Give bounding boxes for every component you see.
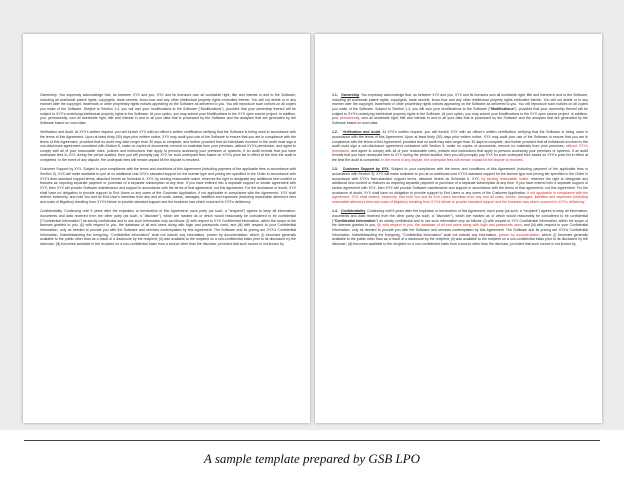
paragraph-confidentiality: Confidentiality. Continuing until 5 years after the expiration or termination of this Agreement, each party (as such, a "recipient") agrees to keep all information, documents and data received from the other party (as such, a "discloser"), which are marked as or which would reasonably be considered to be confidential ("Confidential Information") as strictly confidential and to use such information only as follows: (i) with respect to XYX Confidential Information, within the scope of the licenses granted to you, (ii) with respect to you, the database of all end users along with login and passwords used, and (iii) with respect to your Confidential Information, only as needed to provide you with the Software and services contemplated by this Agreement. The Software and its pricing are XYX's Confidential Information. Notwithstanding the foregoing, "Confidential Information" shall not include any information, proven by documentation, which: (i) becomes generally available to the public other than as a result of a disclosure by the recipient; (ii) was available to the recipient on a non-confidential basis prior to its disclosure by the discloser; (iii) becomes available to the recipient on a non-confidential basis from a source other than the discloser, provided that such source is not known by [40, 209, 296, 246]
revision-highlight: proven by documentation [498, 232, 540, 237]
paragraph-customer-support: Customer Support by XYX. Subject to your compliance with the terms and conditions of this Agreement (including payment of the applicable fees in accordance with Section 3), XYX will make available to you at no additional cost XYX's standard support for the license type and pricing tier specified in the Order in accordance with XYX's then-standard support terms, attached hereto as Schedule A. XYX, by serving reasonable notice, reserves the right to designate any additional new content or features as requiring separate payment or purchase of a separate subscription at any time. If you have entered into a separate support or similar agreement with XYX, then XYX will provide Software maintenance and support in accordance with the terms of that agreement, not this Agreement. For the avoidance of doubt, XYX shall have no obligation to provide support to End Users or any users of the Customer Application, if not applicable in compliance with the Agreement. XYX shall defend, indemnify, and hold You and its End User's harmless from any and all costs, losses, damages, liabilities and expenses (including reasonable attorney's fees and costs of litigation) resulting from XYX's failure to provide standard support and the business loss which occurred to XYX's deficiency. [40, 167, 296, 204]
section-heading: Confidentiality [340, 209, 366, 214]
section-number: 1.1. [332, 93, 341, 97]
revision-highlight: (ii) with respect to you, the database of all end users along with login and passwords used [377, 223, 522, 228]
page-body [40, 93, 296, 251]
clause-text: , and (iii) with respect to your Confidential Information, only as needed to provide you with the Software and services contemplated by this Agreement. The Software and its pricing are XYX's Confidential Information. Notwithstanding the foregoing, "Confidential Information" shall not include any information, [332, 223, 589, 237]
clause-text: ) as strictly confidential and to use such information only as follows: (i) with respect to XYX Confidential Information, within the scope of the licenses granted to you, [332, 218, 588, 228]
revision-highlight: if not applicable in compliance with the Agreement. XYX shall defend, indemnify, and hold You and its End Users harmless from any and all costs, losses, damages, liabilities and expenses (including reasonable attorney's fees and costs of litigation) resulting from XYX's failure to provide standard support and the business loss which occurred to XYX's deficiency. [332, 190, 589, 204]
marked-up-contract-page [315, 34, 602, 423]
clause-text: , and agree to comply with all of your reasonable rules, policies and instructions that apply to persons accessing your premises or systems. If an audit reveals that you have underpaid fees to XYX during the period audited, then you will promptly pay XYX for such underpaid fees based on XYX's price list in effect at the time the audit is completed. [332, 148, 588, 163]
paragraph-verification-audit: Verification and Audit. At XYX's written request, you will furnish XYX with an officer's written certification verifying that the Software is being used in accordance with the terms of this Agreement. Upon at least thirty (30) days prior written notice, XYX may audit your use of the Software to ensure that you are in compliance with the terms of this Agreement, provided that no audit may take longer than 30 days to complete, and further provided that all individuals involved in the audit must sign a non-disclosure agreement consistent with Section 5, make no copies of documents, remove no materials from your premises, without XYX's permission, and agree to comply with all of your reasonable rules, policies and instructions that apply to persons accessing your premises or systems. If an audit reveals that you have underpaid fees to XYX during the period audited, then you will promptly pay XYX for such underpaid fees based on XYX's price list in effect at the time the audit is completed. In the event of any dispute, the underpaid fees will remain unpaid till the dispute is resolved. [40, 130, 296, 163]
clause-text: ), provided that your ownership thereof will be subject to XYX's underlying intellectual property rights in the Software. At your option, you may submit your Modifications to the XYX open source project. In addition, you, [332, 106, 589, 121]
section-heading: Customer Support by XYX [342, 167, 389, 172]
section-number: 1.4. [332, 209, 341, 214]
revision-highlight: without XYX's permission [332, 144, 589, 153]
clause-text: . At XYX's written request, you will furnish XYX with an officer's written certification verifying that the Software is being used in accordance with the terms of this Agreement. Upon at least thirty (30) days prior written notice, XYX may audit your use of the Software to ensure that you are in compliance with the terms of this Agreement, provided that no audit may take longer than 30 days to complete, and further provided that all individuals involved in the audit must sign a non-disclosure agreement consistent with Section 5, make no copies of documents, remove no materials from your premises, [332, 130, 588, 149]
original-contract-page [23, 34, 310, 423]
defined-term: "Modifications" [489, 106, 516, 111]
clause-text: . Subject to your compliance with the terms and conditions of this Agreement (including payment of the applicable fees in accordance with Section 3), XYX will make available to you at no additional cost XYX's standard support for the license type and pricing tier specified in the Order in accordance with XYX's then-standard support terms, attached hereto as Schedule A. XYX, [332, 167, 589, 181]
revision-highlight: permanently [339, 116, 359, 121]
revision-highlight: In the event of any dispute, the underpaid fees will remain unpaid till the dispute is resolved. [381, 158, 524, 163]
clause-text: , reserves the right to designate any additional new content or features as requiring separate payment or purchase of a separate subscription at any time. If you have entered into a separate support or similar agreement with XYX, then XYX will provide Software maintenance and support in accordance with the terms of that agreement, not this Agreement. For the avoidance of doubt, XYX shall have no obligation to provide support to End Users or any users of the Customer Application, [332, 176, 588, 195]
section-confidentiality [332, 209, 588, 246]
caption-divider [24, 440, 600, 441]
clause-text: . You expressly acknowledge that, as between XYX and you, XYX and its licensors own all worldwide right, title and interest in and to the Software, including all worldwide patent rights, copyrights, trade secrets, know-how and any other intellectual property rights embodied therein. You will not delete or in any manner alter the copyright, trademark or other proprietary rights notices appearing on the Software as delivered to you. You will reproduce such notices on all copies you make of the Software. Subject to Section 1.4, you will own your modifications to the Software ( [332, 93, 588, 111]
section-number: 1.2. [332, 130, 343, 135]
clause-text: , which: (i) becomes generally available to the public other than as a result of a disclosure by the recipient; (ii) was available to the recipient on a non-confidential basis prior to its disclosure by the discloser; (iii) becomes available to the recipient on a non-confidential basis from a source other than the discloser, provided that such source is not known by [332, 232, 589, 246]
revision-highlight: by serving reasonable notice [481, 176, 529, 181]
section-number: 1.3. [332, 167, 343, 172]
section-heading: Verification and Audit [342, 130, 380, 135]
section-customer-support-by-xyx [332, 167, 588, 204]
section-verification-and-audit [332, 130, 588, 163]
clause-text: , own all worldwide right, title and interest in and to all your data that is processed by the Software and the analyses that are generated by the Software based on such data. [332, 116, 588, 125]
section-heading: Ownership [341, 93, 360, 97]
paragraph-ownership: Ownership. You expressly acknowledge that, as between XYX and you, XYX and its licensors own all worldwide right, title and interest in and to the Software, including all worldwide patent rights, copyrights, trade secrets, know-how and any other intellectual property rights embodied therein. You will not delete or in any manner alter the copyright, trademark or other proprietary rights notices appearing on the Software as delivered to you. You will reproduce such notices on all copies you make of the Software. Subject to Section 1.4, you will own your modifications to the Software ("Modifications"), provided that your ownership thereof will be subject to XYX's underlying intellectual property rights in the Software. At your option, you may submit your Modifications to the XYX open source project. In addition, you, permanently, own all worldwide right, title and interest in and to all your data that is processed by the Software and the analyses that are generated by the Software based on such data. [40, 93, 296, 125]
defined-term: "Confidential Information" [333, 218, 378, 223]
section-ownership [332, 93, 588, 126]
figure-caption: A sample template prepared by GSB LPO [203, 451, 421, 466]
clause-text: . Continuing until 5 years after the expiration or termination of this Agreement, each party (as such, a "recipient") agrees to keep all information, documents and data received from the other party (as such, a "discloser"), which are marked as or which would reasonably be considered to be confidential ( [332, 209, 588, 223]
page-body [332, 93, 588, 251]
